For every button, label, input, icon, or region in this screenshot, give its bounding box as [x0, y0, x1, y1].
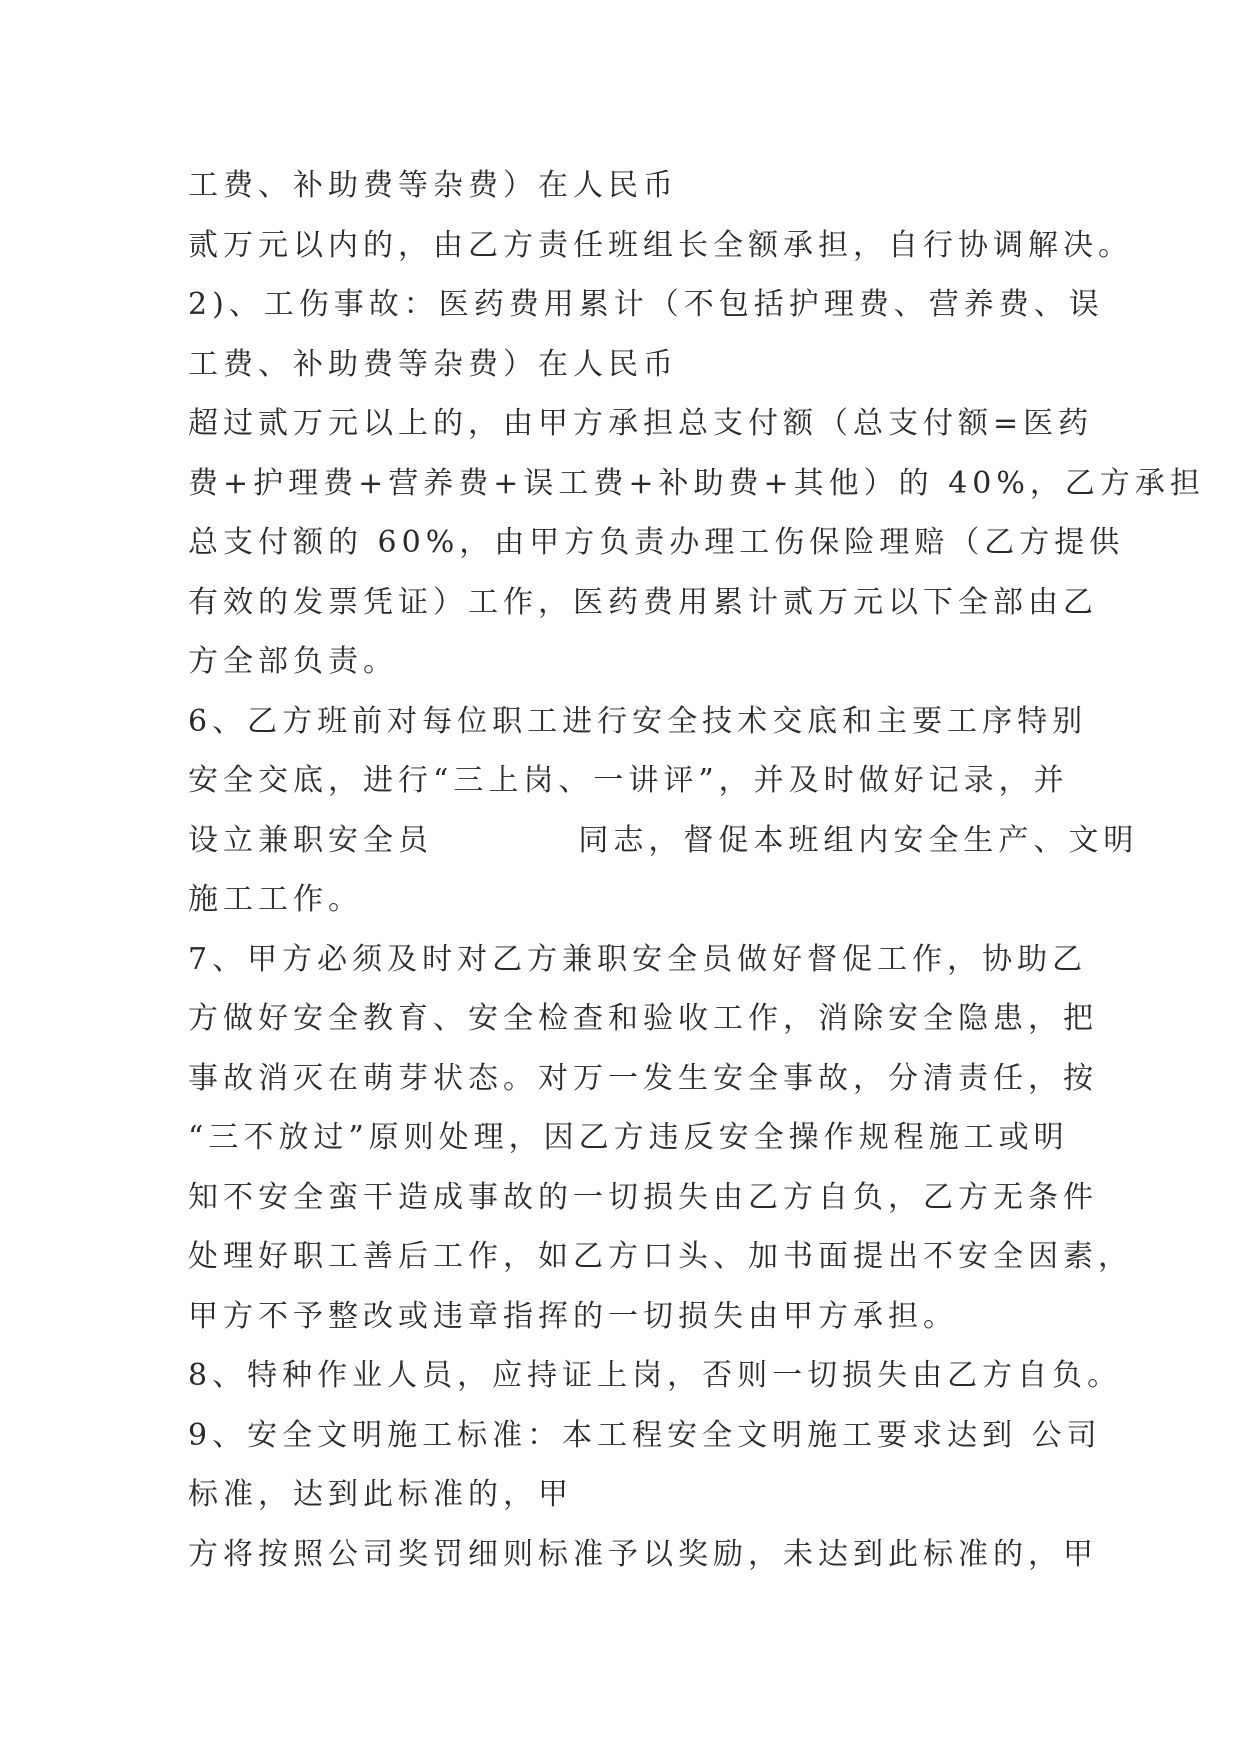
text-line: 有效的发票凭证）工作，医药费用累计贰万元以下全部由乙 [188, 584, 1098, 620]
text-line: 标准，达到此标准的，甲 [188, 1477, 573, 1512]
text-line: 贰万元以内的，由乙方责任班组长全额承担，自行协调解决。 [188, 227, 1133, 263]
text-line: 8、特种作业人员，应持证上岗，否则一切损失由乙方自负。 [188, 1358, 1123, 1393]
text-line: 7、甲方必须及时对乙方兼职安全员做好督促工作，协助乙 [188, 941, 1088, 977]
text-line: 设立兼职安全员 同志，督促本班组内安全生产、文明 [188, 822, 1139, 858]
text-line: 超过贰万元以上的，由甲方承担总支付额（总支付额=医药 [188, 406, 1094, 441]
text-line: 工费、补助费等杂费）在人民币 [188, 168, 678, 203]
text-line: 总支付额的 60%，由甲方负责办理工伤保险理赔（乙方提供 [188, 525, 1125, 560]
text-line: 工费、补助费等杂费）在人民币 [188, 346, 678, 382]
text-line: 费+护理费+营养费+误工费+补助费+其他）的 40%，乙方承担 [188, 465, 1205, 501]
text-line: 知不安全蛮干造成事故的一切损失由乙方自负，乙方无条件 [188, 1179, 1098, 1215]
text-line: 方将按照公司奖罚细则标准予以奖励，未达到此标准的，甲 [188, 1536, 1098, 1572]
text-line: 6、乙方班前对每位职工进行安全技术交底和主要工序特别 [188, 703, 1088, 739]
text-line: 施工工作。 [188, 882, 363, 917]
text-line: 方做好安全教育、安全检查和验收工作，消除安全隐患，把 [188, 1001, 1098, 1036]
text-line: 事故消灭在萌芽状态。对万一发生安全事故，分清责任，按 [188, 1060, 1098, 1096]
text-line: 2)、工伤事故：医药费用累计（不包括护理费、营养费、误 [188, 287, 1104, 322]
text-line: 处理好职工善后工作，如乙方口头、加书面提出不安全因素， [188, 1239, 1133, 1274]
document-body [188, 156, 1205, 1584]
text-line: 安全交底，进行“三上岗、一讲评”，并及时做好记录，并 [188, 763, 1069, 798]
text-line: “三不放过”原则处理，因乙方违反安全操作规程施工或明 [188, 1120, 1069, 1155]
text-line: 9、安全文明施工标准：本工程安全文明施工要求达到 公司 [188, 1417, 1102, 1453]
text-line: 甲方不予整改或违章指挥的一切损失由甲方承担。 [188, 1298, 958, 1334]
text-line: 方全部负责。 [188, 644, 398, 679]
